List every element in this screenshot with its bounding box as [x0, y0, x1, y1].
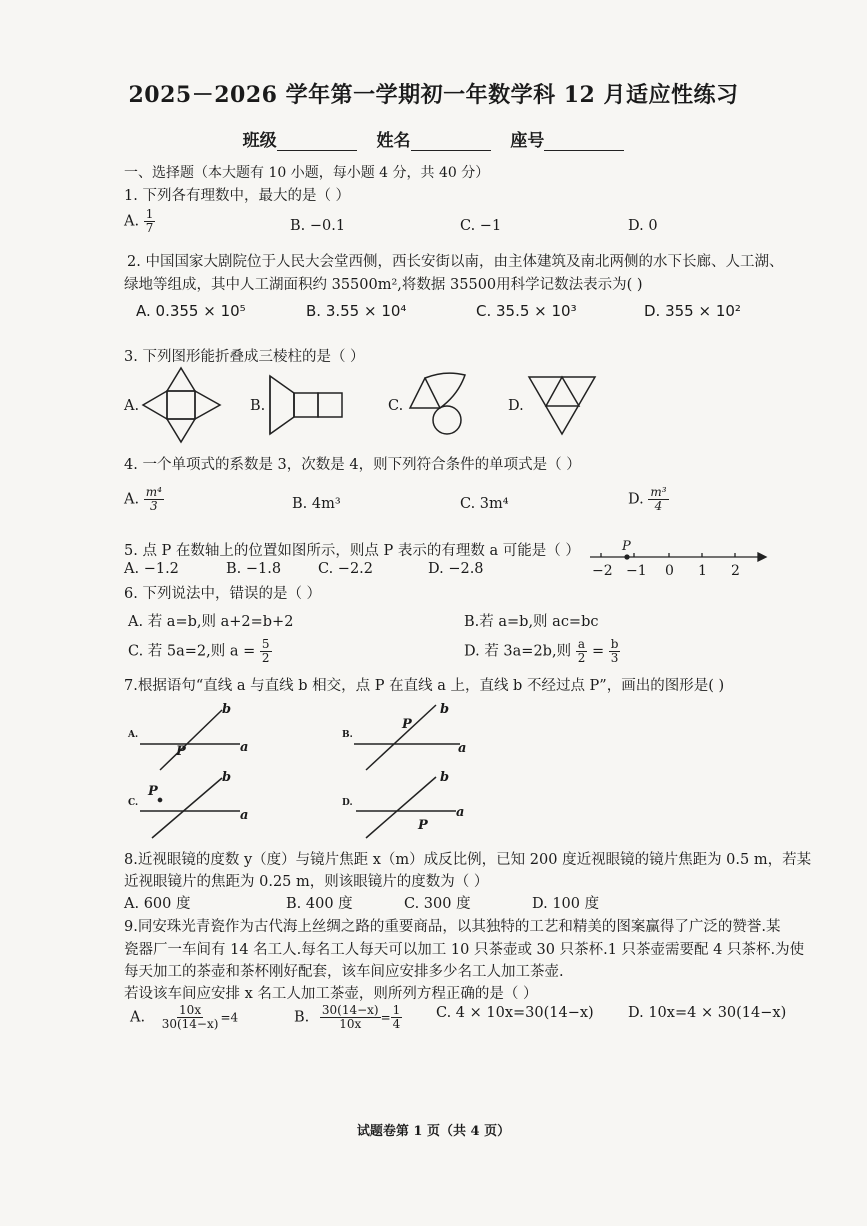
q7-figure-d — [356, 777, 456, 838]
q4-option-d: D. $\frac{\text{m³}}{4}$ — [628, 485, 667, 513]
q2-line2: 绿地等组成，其中人工湖面积约 35500m²,将数据 35500用科学记数法表示为( ) — [124, 277, 643, 293]
q8-line1: 8.近视眼镜的度数 y（度）与镜片焦距 x（m）成反比例，已知 200 度近视眼镜的镜片焦距为 0.5 m，若某 — [124, 852, 812, 868]
q5-option-d: D. −2.8 — [428, 561, 484, 577]
q9-option-a: A. $\frac{10x}{30(14-x)}$ =4 — [130, 1003, 239, 1031]
q7-option-c-label: C. — [128, 798, 139, 808]
q6-stem: 6. 下列说法中，错误的是（ ） — [124, 586, 322, 602]
q4-a-fraction: $\frac{\text{m⁴}}{3}$ — [145, 485, 162, 513]
q6-option-a: A. 若 a=b,则 a+2=b+2 — [128, 614, 294, 630]
exam-title: 2025－2026 学年第一学期初一年数学科 12 月适应性练习 — [128, 82, 739, 108]
q7-figure-a — [140, 710, 240, 770]
q9-line4: 若设该车间应安排 x 名工人加工茶壶，则所列方程正确的是（ ） — [124, 986, 538, 1002]
q5-point-label: P — [622, 539, 631, 554]
q7-b-line-b-label: b — [440, 702, 450, 717]
q4-stem: 4. 一个单项式的系数是 3，次数是 4，则下列符合条件的单项式是（ ） — [124, 457, 581, 473]
q5-stem: 5. 点 P 在数轴上的位置如图所示，则点 P 表示的有理数 a 可能是（ ） — [124, 543, 580, 559]
q1-a-fraction: $\frac{1}{7}$ — [145, 207, 154, 235]
q8-option-b: B. 400 度 — [286, 896, 353, 912]
q9-option-c: C. 4 × 10x=30(14−x) — [436, 1005, 594, 1021]
q8-option-a: A. 600 度 — [124, 896, 191, 912]
q5-tick-label: 0 — [665, 563, 674, 579]
q4-option-b: B. 4m³ — [292, 496, 341, 512]
q6-d-fraction-right: $\frac{b}{3}$ — [610, 637, 619, 665]
q3-stem: 3. 下列图形能折叠成三棱柱的是（ ） — [124, 349, 365, 365]
q9-option-d: D. 10x=4 × 30(14−x) — [628, 1005, 787, 1021]
q7-option-d-label: D. — [342, 798, 353, 808]
q7-option-b-label: B. — [342, 730, 353, 740]
q5-tick-label: 1 — [698, 563, 707, 579]
q3-option-b-label: B. — [250, 398, 266, 414]
q7-b-line-a-label: a — [458, 741, 467, 756]
q3-figure-d — [529, 377, 595, 434]
q1-option-d: D. 0 — [628, 218, 658, 234]
q9-a-fraction: $\frac{10x}{30(14-x)}$ — [161, 1003, 219, 1031]
q9-b-fraction-right: $\frac{1}{4}$ — [392, 1003, 401, 1031]
q8-line2: 近视眼镜片的焦距为 0.25 m，则该眼镜片的度数为（ ） — [124, 874, 489, 890]
seat-label: 座号 — [510, 131, 545, 151]
q7-d-line-a-label: a — [456, 805, 465, 820]
q5-option-c: C. −2.2 — [318, 561, 374, 577]
q3-option-d-label: D. — [508, 398, 524, 414]
q9-b-fraction-left: $\frac{30(14-x)}{10x}$ — [321, 1003, 379, 1031]
q7-a-line-a-label: a — [240, 740, 249, 755]
q2-option-c: C. 35.5 × 10³ — [476, 302, 577, 320]
class-label: 班级 — [242, 131, 277, 151]
q6-option-d: D. 若 3a=2b,则 $\frac{a}{2}$ = $\frac{b}{3}$ — [464, 637, 619, 665]
q4-option-c: C. 3m⁴ — [460, 496, 509, 512]
q1-option-c: C. −1 — [460, 218, 502, 234]
q2-line1: 2. 中国国家大剧院位于人民大会堂西侧，西长安街以南，由主体建筑及南北两侧的水下长廊、人工湖、 — [127, 254, 784, 270]
q7-a-point-label: P — [176, 744, 186, 759]
q7-stem: 7.根据语句“直线 a 与直线 b 相交，点 P 在直线 a 上，直线 b 不经过点 P”，画出的图形是( ) — [124, 678, 725, 694]
q9-option-b: B. $\frac{30(14-x)}{10x}$ = $\frac{1}{4}$ — [294, 1003, 401, 1031]
q9-line1: 9.同安珠光青瓷作为古代海上丝绸之路的重要商品，以其独特的工艺和精美的图案赢得了广泛的赞誉.某 — [124, 919, 781, 935]
q9-line3: 每天加工的茶壶和茶杯刚好配套，该车间应安排多少名工人加工茶壶. — [124, 964, 564, 980]
q5-tick-label: −1 — [626, 563, 647, 579]
q8-option-c: C. 300 度 — [404, 896, 471, 912]
q7-d-line-b-label: b — [440, 770, 450, 785]
q7-d-point-label: P — [418, 818, 428, 833]
q4-option-a: A. $\frac{\text{m⁴}}{3}$ — [124, 485, 162, 513]
q5-number-line — [590, 553, 766, 561]
q1-stem: 1. 下列各有理数中，最大的是（ ） — [124, 188, 351, 204]
q7-c-line-a-label: a — [240, 808, 249, 823]
q2-option-a: A. 0.355 × 10⁵ — [136, 302, 246, 320]
q3-option-a-label: A. — [124, 398, 140, 414]
q3-figure-a — [143, 368, 220, 442]
q7-c-line-b-label: b — [222, 770, 232, 785]
q3-option-c-label: C. — [388, 398, 404, 414]
q2-option-d: D. 355 × 10² — [644, 302, 741, 320]
q9-line2: 瓷器厂一车间有 14 名工人.每名工人每天可以加工 10 只茶壶或 30 只茶杯.1 只茶壶需要配 4 只茶杯.为使 — [124, 942, 805, 958]
q6-c-fraction: $\frac{5}{2}$ — [261, 637, 270, 665]
q8-option-d: D. 100 度 — [532, 896, 600, 912]
q3-figure-c — [410, 373, 465, 434]
q6-d-fraction-left: $\frac{a}{2}$ — [577, 637, 586, 665]
q5-option-b: B. −1.8 — [226, 561, 282, 577]
q6-option-c: C. 若 5a=2,则 a = $\frac{5}{2}$ — [128, 637, 270, 665]
q5-tick-label: 2 — [731, 563, 740, 579]
q3-figure-b — [270, 376, 342, 434]
q4-d-fraction: $\frac{\text{m³}}{4}$ — [650, 485, 667, 513]
q7-b-point-label: P — [402, 717, 412, 732]
q1-option-b: B. −0.1 — [290, 218, 346, 234]
q2-option-b: B. 3.55 × 10⁴ — [306, 302, 407, 320]
q7-c-point-label: P — [148, 784, 158, 799]
page-footer: 试题卷第 1 页（共 4 页） — [356, 1124, 511, 1139]
name-label: 姓名 — [376, 131, 411, 151]
q7-a-line-b-label: b — [222, 702, 232, 717]
section-heading: 一、选择题（本大题有 10 小题，每小题 4 分，共 40 分） — [124, 165, 490, 181]
q6-option-b: B.若 a=b,则 ac=bc — [464, 614, 599, 630]
q1-option-a: A. $\frac{1}{7}$ — [124, 207, 154, 235]
q7-option-a-label: A. — [128, 730, 139, 740]
q5-option-a: A. −1.2 — [124, 561, 179, 577]
q5-tick-label: −2 — [592, 563, 613, 579]
